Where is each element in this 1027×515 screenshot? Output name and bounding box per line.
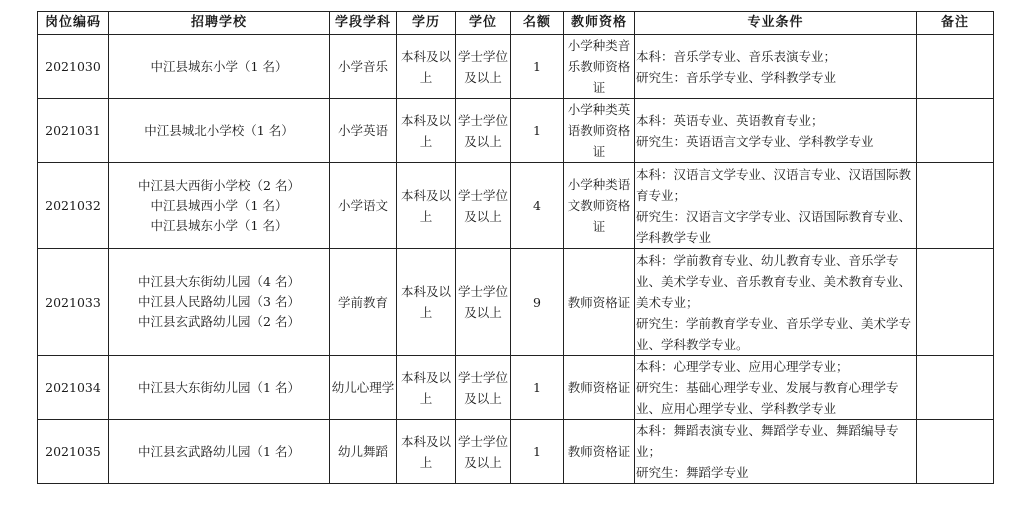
- table-row: [38, 99, 994, 163]
- recruitment-table: [37, 11, 994, 484]
- header-degree: 学位: [456, 12, 511, 35]
- school-entry: 中江县大西街小学校（2 名）: [138, 177, 300, 193]
- school-entry: 中江县城东小学（1 名）: [150, 58, 288, 74]
- cell-quota: 1: [511, 35, 564, 99]
- school-entry: 中江县城东小学（1 名）: [150, 217, 288, 233]
- major-line: 研究生：音乐学专业、学科教学专业: [636, 69, 837, 85]
- cell-remark: [917, 99, 994, 163]
- cell-schools: [109, 35, 330, 99]
- cell-schools: [109, 249, 330, 356]
- cell-education: 本科及以上: [397, 249, 456, 356]
- cell-code: 2021034: [38, 356, 109, 420]
- cell-code: 2021035: [38, 420, 109, 484]
- major-line: 研究生：基础心理学专业、发展与教育心理学专业、应用心理学专业、学科教学专业: [636, 380, 899, 416]
- cell-code: 2021033: [38, 249, 109, 356]
- table-row: [38, 35, 994, 99]
- cell-code: 2021030: [38, 35, 109, 99]
- cell-schools: [109, 99, 330, 163]
- cell-quota: 1: [511, 356, 564, 420]
- cell-major: [635, 420, 917, 484]
- header-education: 学历: [397, 12, 456, 35]
- cell-subject: 小学英语: [330, 99, 397, 163]
- cell-education: 本科及以上: [397, 163, 456, 249]
- cell-quota: 1: [511, 99, 564, 163]
- cell-major: [635, 249, 917, 356]
- header-subject: 学段学科: [330, 12, 397, 35]
- major-line: 本科：音乐学专业、音乐表演专业；: [636, 48, 837, 64]
- header-major: 专业条件: [635, 12, 917, 35]
- major-line: 本科：英语专业、英语教育专业；: [636, 112, 824, 128]
- cell-remark: [917, 35, 994, 99]
- cell-degree: 学士学位及以上: [456, 35, 511, 99]
- school-entry: 中江县城北小学校（1 名）: [144, 122, 294, 138]
- cell-degree: 学士学位及以上: [456, 249, 511, 356]
- cell-schools: [109, 356, 330, 420]
- cell-remark: [917, 420, 994, 484]
- cell-qualification: 小学种类英语教师资格证: [564, 99, 635, 163]
- school-entry: 中江县玄武路幼儿园（1 名）: [138, 443, 300, 459]
- school-entry: 中江县城西小学（1 名）: [150, 197, 288, 213]
- cell-qualification: 教师资格证: [564, 420, 635, 484]
- major-line: 研究生：舞蹈学专业: [636, 465, 749, 480]
- cell-schools: [109, 163, 330, 249]
- cell-degree: 学士学位及以上: [456, 420, 511, 484]
- cell-education: 本科及以上: [397, 356, 456, 420]
- cell-major: [635, 356, 917, 420]
- cell-quota: 9: [511, 249, 564, 356]
- school-entry: 中江县大东街幼儿园（1 名）: [138, 379, 300, 395]
- major-line: 本科：汉语言文学专业、汉语言专业、汉语国际教育专业；: [636, 166, 912, 203]
- major-line: 研究生：汉语言文字学专业、汉语国际教育专业、学科教学专业: [636, 208, 912, 245]
- school-entry: 中江县大东街幼儿园（4 名）: [138, 274, 300, 289]
- header-remark: 备注: [917, 12, 994, 35]
- cell-qualification: 小学种类语文教师资格证: [564, 163, 635, 249]
- cell-code: 2021031: [38, 99, 109, 163]
- cell-remark: [917, 163, 994, 249]
- major-line: 研究生：学前教育学专业、音乐学专业、美术学专业、学科教学专业。: [636, 315, 912, 352]
- cell-qualification: 小学种类音乐教师资格证: [564, 35, 635, 99]
- major-line: 本科：学前教育专业、幼儿教育专业、音乐学专业、美术学专业、音乐教育专业、美术教育专业、美术专业；: [636, 252, 912, 310]
- major-line: 本科：舞蹈表演专业、舞蹈学专业、舞蹈编导专业；: [636, 423, 899, 459]
- cell-education: 本科及以上: [397, 420, 456, 484]
- cell-subject: 小学语文: [330, 163, 397, 249]
- table-row: [38, 163, 994, 249]
- table-row: [38, 420, 994, 484]
- major-line: 本科：心理学专业、应用心理学专业；: [636, 359, 849, 374]
- school-entry: 中江县人民路幼儿园（3 名）: [138, 294, 300, 309]
- header-code: 岗位编码: [38, 12, 109, 35]
- header-row: [38, 12, 994, 35]
- cell-education: 本科及以上: [397, 35, 456, 99]
- cell-code: 2021032: [38, 163, 109, 249]
- cell-remark: [917, 249, 994, 356]
- cell-quota: 4: [511, 163, 564, 249]
- cell-subject: 小学音乐: [330, 35, 397, 99]
- cell-degree: 学士学位及以上: [456, 99, 511, 163]
- header-school: 招聘学校: [109, 12, 330, 35]
- cell-schools: [109, 420, 330, 484]
- cell-major: [635, 99, 917, 163]
- header-quota: 名额: [511, 12, 564, 35]
- school-entry: 中江县玄武路幼儿园（2 名）: [138, 314, 300, 329]
- cell-quota: 1: [511, 420, 564, 484]
- cell-degree: 学士学位及以上: [456, 163, 511, 249]
- cell-major: [635, 35, 917, 99]
- cell-major: [635, 163, 917, 249]
- table-row: [38, 356, 994, 420]
- cell-remark: [917, 356, 994, 420]
- cell-subject: 学前教育: [330, 249, 397, 356]
- major-line: 研究生：英语语言文学专业、学科教学专业: [636, 133, 874, 149]
- cell-qualification: 教师资格证: [564, 249, 635, 356]
- table-row: [38, 249, 994, 356]
- cell-education: 本科及以上: [397, 99, 456, 163]
- header-qualification: 教师资格: [564, 12, 635, 35]
- cell-subject: 幼儿心理学: [330, 356, 397, 420]
- cell-degree: 学士学位及以上: [456, 356, 511, 420]
- cell-subject: 幼儿舞蹈: [330, 420, 397, 484]
- cell-qualification: 教师资格证: [564, 356, 635, 420]
